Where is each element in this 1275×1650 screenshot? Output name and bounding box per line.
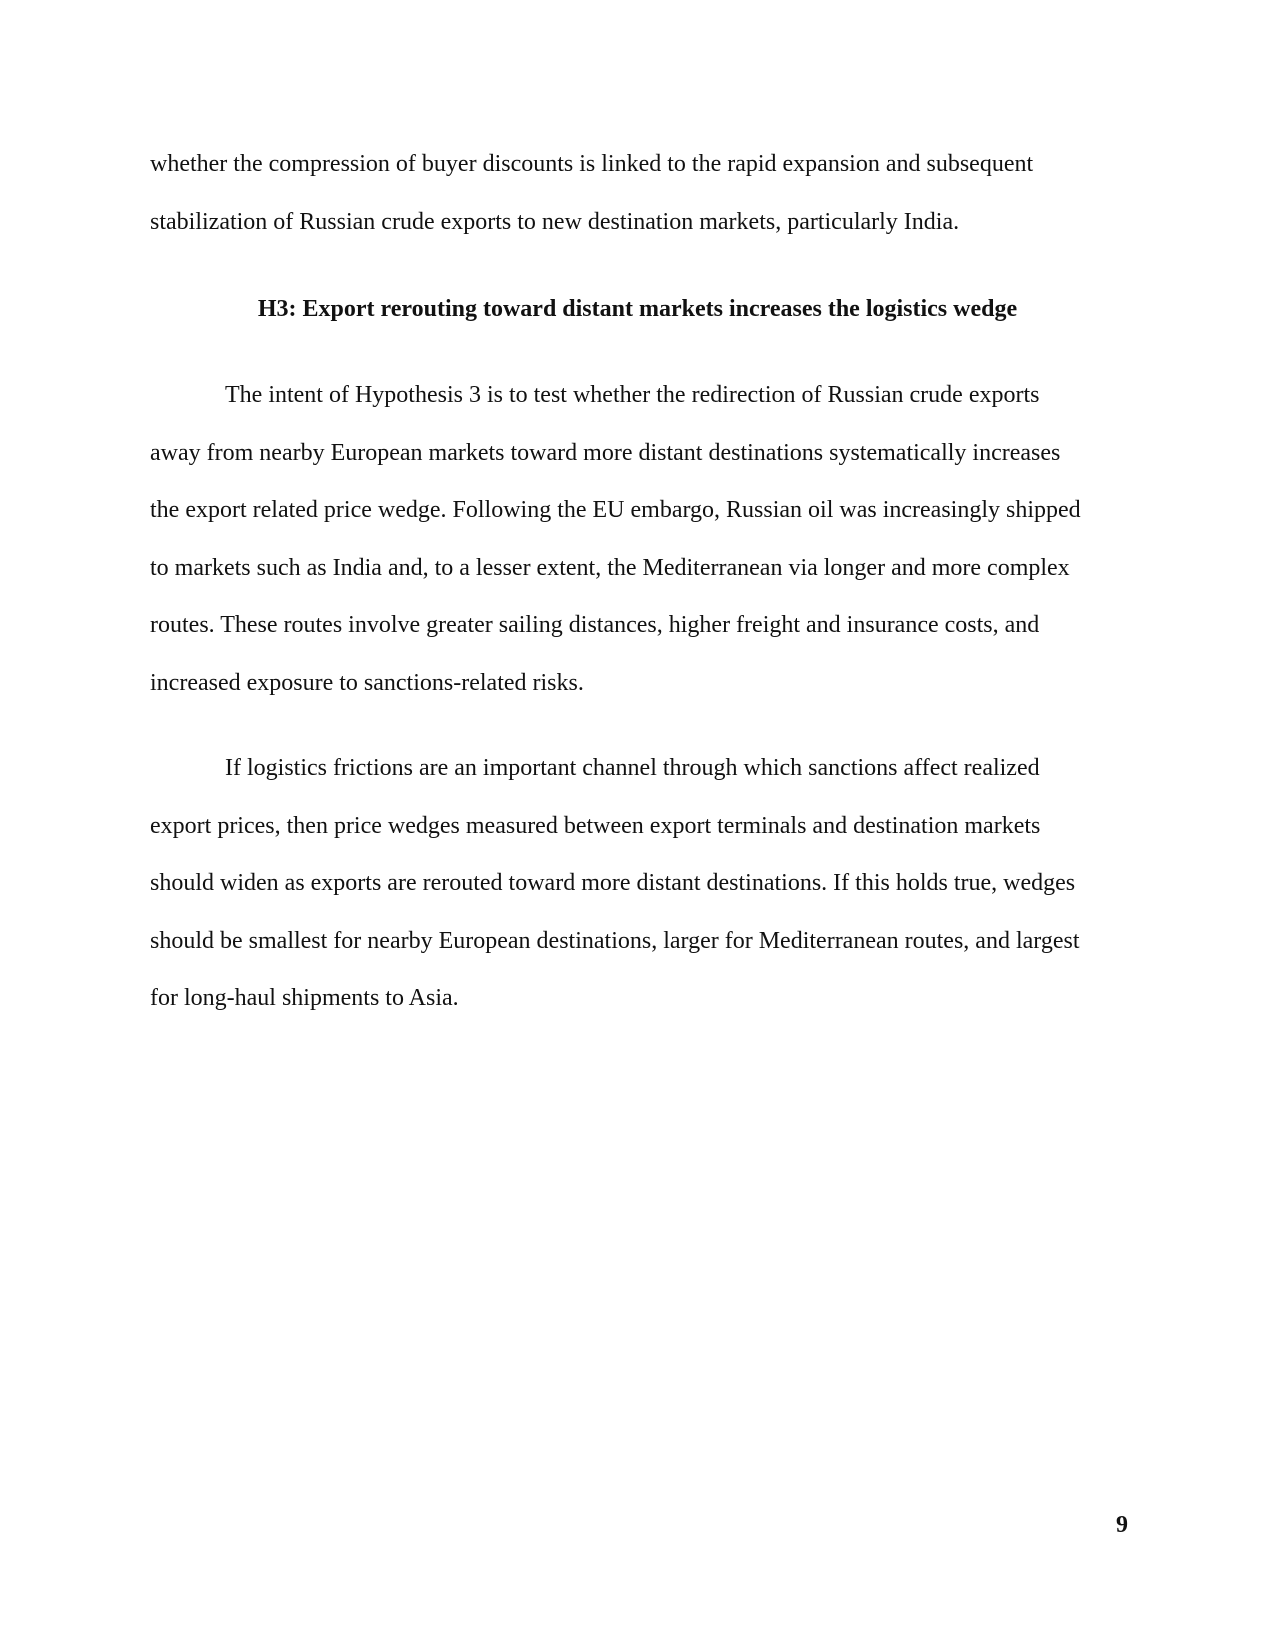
intro-line-1: whether the compression of buyer discounts is linked to the rapid expansion and subsequent [150, 151, 1034, 177]
hypothesis-paragraph-2 [150, 740, 1125, 1028]
section-heading: H3: Export rerouting toward distant markets increases the logistics wedge [257, 296, 1018, 322]
paragraph-1-line-3: the export related price wedge. Following the EU embargo, Russian oil was increasingly shipped [150, 497, 1081, 523]
paragraph-2-line-5: for long-haul shipments to Asia. [150, 985, 459, 1011]
paragraph-1-line-5: routes. These routes involve greater sailing distances, higher freight and insurance costs, and [150, 612, 1040, 638]
paragraph-1-line-4: to markets such as India and, to a lesser extent, the Mediterranean via longer and more complex [150, 554, 1070, 581]
page-number: 9 [1116, 1512, 1128, 1538]
intro-line-2: stabilization of Russian crude exports to new destination markets, particularly India. [150, 208, 960, 235]
paragraph-1-line-2: away from nearby European markets toward more distant destinations systematically increases [150, 439, 1061, 466]
paragraph-2-line-3: should widen as exports are rerouted toward more distant destinations. If this holds true, wedges [150, 870, 1076, 896]
paragraph-2-line-4: should be smallest for nearby European destinations, larger for Mediterranean routes, and largest [150, 927, 1080, 954]
intro-paragraph [150, 136, 1125, 251]
paragraph-1-line-6: increased exposure to sanctions-related risks. [150, 669, 584, 696]
paragraph-2-line-1: If logistics frictions are an important channel through which sanctions affect realized [225, 755, 1040, 781]
paragraph-1-line-1: The intent of Hypothesis 3 is to test whether the redirection of Russian crude exports [225, 382, 1040, 408]
paragraph-2-line-2: export prices, then price wedges measured between export terminals and destination markets [150, 812, 1041, 839]
hypothesis-paragraph-1 [150, 367, 1125, 712]
